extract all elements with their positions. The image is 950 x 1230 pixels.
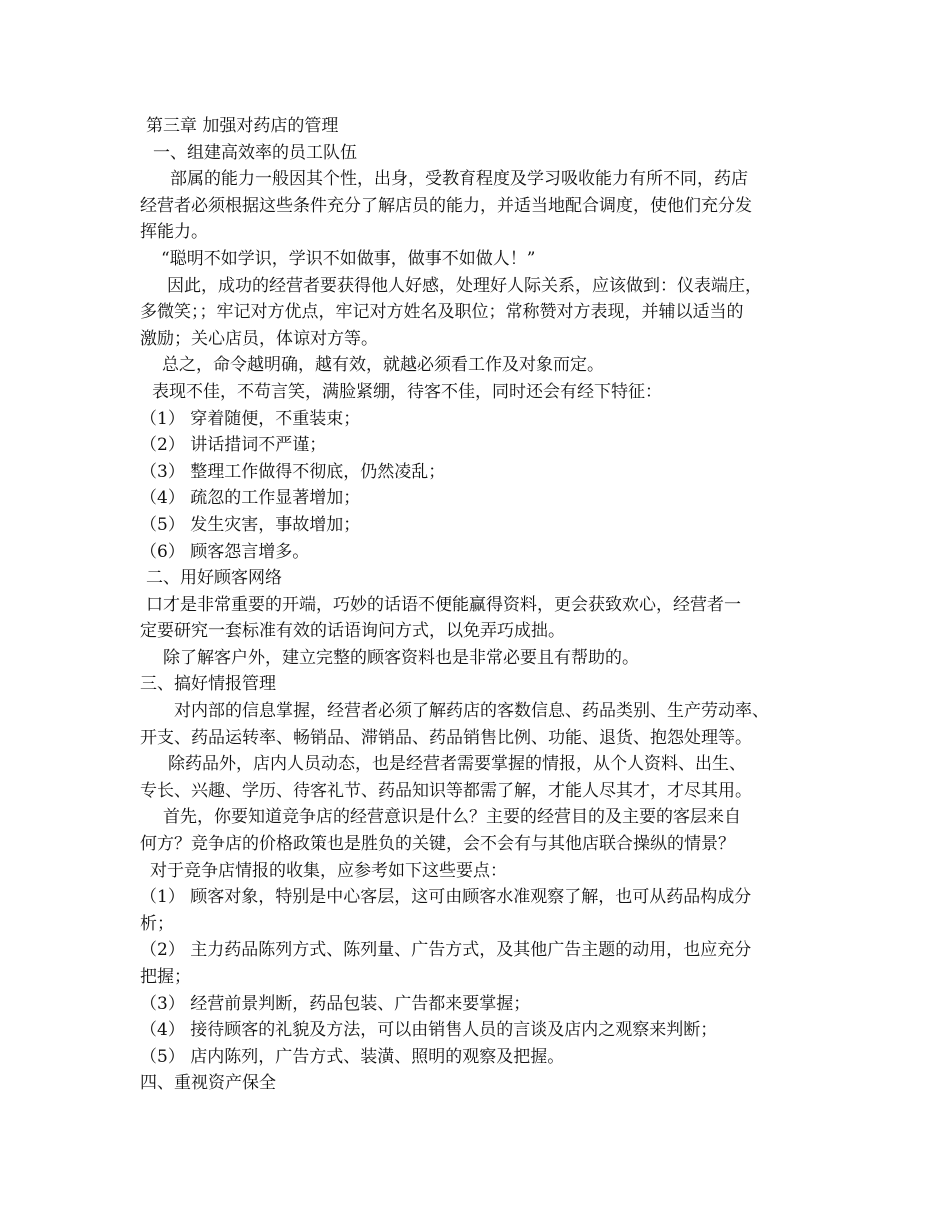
text-line: （2） 讲话措词不严谨；	[140, 435, 327, 456]
text-line: 激励；关心店员，体谅对方等。	[140, 328, 378, 349]
text-line: （6） 顾客怨言增多。	[140, 541, 310, 562]
text-line: （4） 疏忽的工作显著增加；	[140, 488, 361, 509]
text-line: （1） 顾客对象，特别是中心客层，这可由顾客水准观察了解，也可从药品构成分	[140, 887, 752, 908]
text-line: 何方？竞争店的价格政策也是胜负的关键，会不会有与其他店联合操纵的情景？	[140, 834, 735, 855]
text-line: 首先，你要知道竞争店的经营意识是什么？主要的经营目的及主要的客层来自	[163, 807, 741, 828]
text-line: 口才是非常重要的开端，巧妙的话语不便能赢得资料，更会获致欢心，经营者一	[146, 594, 741, 615]
text-line: 对于竞争店情报的收集，应参考如下这些要点：	[150, 860, 507, 881]
text-line: （5） 店内陈列，广告方式、装潢、照明的观察及把握。	[140, 1046, 565, 1067]
text-line: 除了解客户外，建立完整的顾客资料也是非常必要且有帮助的。	[163, 647, 639, 668]
text-line: 表现不佳，不苟言笑，满脸紧绷，待客不佳，同时还会有经下特征：	[152, 381, 662, 402]
text-line: 挥能力。	[140, 222, 208, 243]
text-line: 开支、药品运转率、畅销品、滞销品、药品销售比例、功能、退货、抱怨处理等。	[140, 727, 752, 748]
text-line: 一、组建高效率的员工队伍	[153, 142, 357, 163]
text-line: “聪明不如学识，学识不如做事，做事不如做人！”	[161, 248, 536, 269]
text-line: 三、搞好情报管理	[140, 674, 276, 695]
text-line: 部属的能力一般因其个性，出身，受教育程度及学习吸收能力有所不同，药店	[170, 169, 748, 190]
text-line: （2） 主力药品陈列方式、陈列量、广告方式，及其他广告主题的动用，也应充分	[140, 940, 752, 961]
text-line: 多微笑；；牢记对方优点，牢记对方姓名及职位；常称赞对方表现，并辅以适当的	[140, 302, 744, 323]
text-line: （4） 接待顾客的礼貌及方法，可以由销售人员的言谈及店内之观察来判断；	[140, 1020, 718, 1041]
text-lines	[140, 113, 820, 1097]
text-line: （5） 发生灾害，事故增加；	[140, 514, 361, 535]
text-line: （3） 经营前景判断，药品包装、广告都来要掌握；	[140, 993, 531, 1014]
text-line: （1） 穿着随便，不重装束；	[140, 408, 361, 429]
text-line: 定要研究一套标准有效的话语询问方式，以免弄巧成拙。	[140, 621, 565, 642]
text-line: 经营者必须根据这些条件充分了解店员的能力，并适当地配合调度，使他们充分发	[140, 195, 752, 216]
text-line: 除药品外，店内人员动态，也是经营者需要掌握的情报，从个人资料、出生、	[168, 754, 746, 775]
text-line: （3） 整理工作做得不彻底，仍然凌乱；	[140, 461, 446, 482]
text-line: 因此，成功的经营者要获得他人好感，处理好人际关系，应该做到：仪表端庄，	[167, 275, 762, 296]
text-line: 对内部的信息掌握，经营者必须了解药店的客数信息、药品类别、生产劳动率、	[174, 701, 769, 722]
document-body	[140, 113, 820, 1097]
text-line: 总之，命令越明确，越有效，就越必须看工作及对象而定。	[162, 355, 604, 376]
text-line: 二、用好顾客网络	[146, 568, 282, 589]
text-line: 专长、兴趣、学历、待客礼节、药品知识等都需了解，才能人尽其才，才尽其用。	[140, 780, 752, 801]
text-line: 四、重视资产保全	[140, 1073, 276, 1094]
text-line: 析；	[140, 913, 174, 934]
text-line: 把握；	[140, 967, 191, 987]
text-line: 第三章 加强对药店的管理	[146, 116, 339, 136]
